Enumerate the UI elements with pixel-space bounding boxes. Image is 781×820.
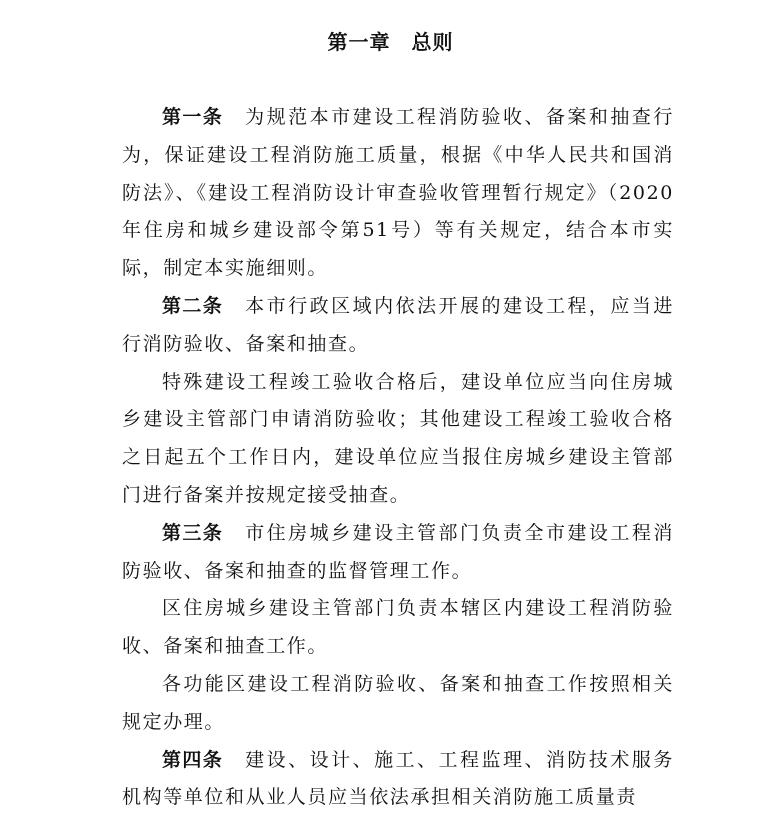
article-3-paragraph (122, 515, 674, 591)
article-3-clause-paragraph (122, 590, 674, 666)
article-1-paragraph (122, 99, 674, 288)
paragraph-text: 建设、设计、施工、工程监理、消防技术服务机构等单位和从业人员应当依法承担相关消防施工质量责 (122, 748, 674, 809)
paragraph-text: 为规范本市建设工程消防验收、备案和抽查行为，保证建设工程消防施工质量，根据《中华人民共和国消防法》、《建设工程消防设计审查验收管理暂行规定》（2020年住房和城乡建设部令第51号）等有关规定，结合本市实际，制定本实施细则。 (122, 106, 674, 280)
article-number: 第二条 (162, 294, 224, 317)
article-3-clause-paragraph (122, 666, 674, 742)
document-body (122, 99, 674, 817)
paragraph-text: 市住房城乡建设主管部门负责全市建设工程消防验收、备案和抽查的监督管理工作。 (122, 521, 674, 582)
chapter-title: 第一章 总则 (327, 30, 454, 54)
article-number: 第四条 (162, 748, 224, 771)
paragraph-text: 本市行政区域内依法开展的建设工程，应当进行消防验收、备案和抽查。 (122, 294, 674, 355)
paragraph-text: 区住房城乡建设主管部门负责本辖区内建设工程消防验收、备案和抽查工作。 (122, 597, 674, 658)
article-4-paragraph (122, 742, 674, 818)
paragraph-text: 各功能区建设工程消防验收、备案和抽查工作按照相关规定办理。 (122, 672, 674, 733)
article-number: 第三条 (162, 521, 224, 544)
paragraph-text: 特殊建设工程竣工验收合格后，建设单位应当向住房城乡建设主管部门申请消防验收；其他建设工程竣工验收合格之日起五个工作日内，建设单位应当报住房城乡建设主管部门进行备案并按规定接受抽查。 (122, 370, 674, 506)
article-2-clause-paragraph (122, 364, 674, 515)
article-2-paragraph (122, 288, 674, 364)
article-number: 第一条 (162, 106, 224, 128)
